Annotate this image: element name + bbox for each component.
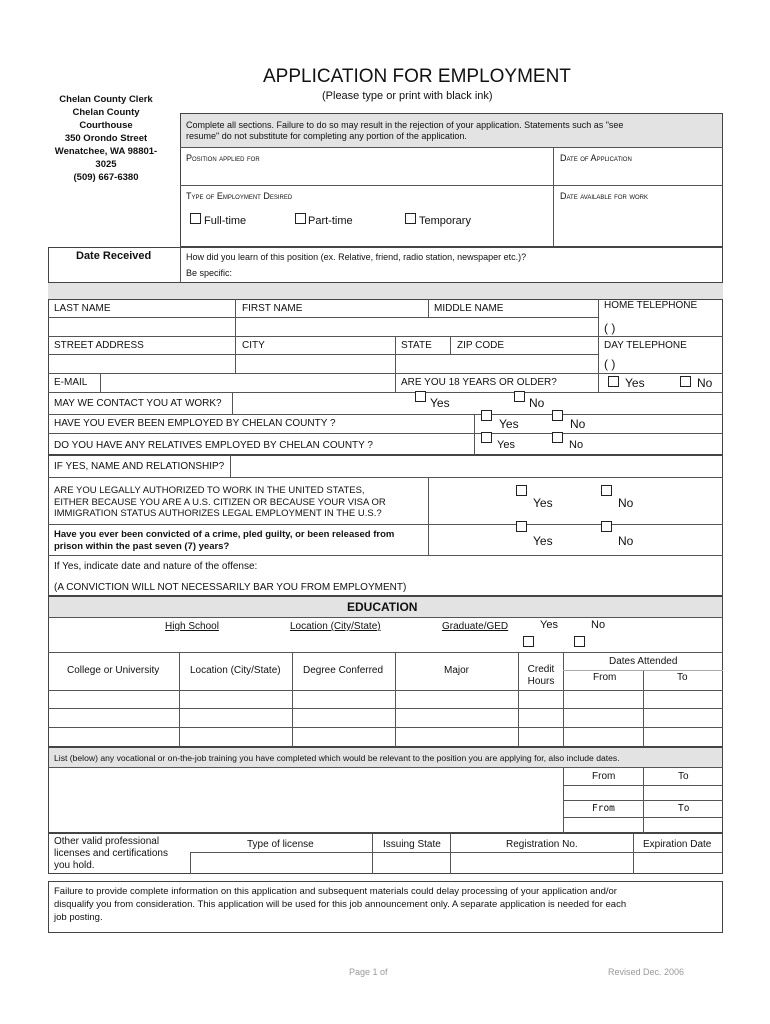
offense-field[interactable] — [260, 559, 715, 573]
education-row-1[interactable] — [50, 692, 721, 707]
licenses-line: you hold. — [54, 860, 95, 871]
first-name-label: FIRST NAME — [242, 303, 303, 314]
email-field[interactable] — [102, 375, 393, 391]
contact-work-no-checkbox[interactable] — [514, 391, 525, 402]
day-telephone-field[interactable]: ( ) — [604, 357, 616, 371]
contact-work-yes-label: Yes — [430, 396, 450, 410]
convicted-yes-checkbox[interactable] — [516, 521, 527, 532]
licenses-line: Other valid professional — [54, 836, 160, 847]
day-telephone-label: DAY TELEPHONE — [604, 340, 687, 351]
age-no-label: No — [697, 376, 713, 390]
instructions-text: resume" do not substitute for completing any portion of the application. — [186, 131, 467, 141]
degree-label: Degree Conferred — [303, 665, 384, 676]
authorized-no-label: No — [618, 496, 634, 510]
credit-line: Credit — [527, 664, 555, 675]
age-no-checkbox[interactable] — [680, 376, 691, 387]
fulltime-checkbox[interactable] — [190, 213, 201, 224]
revised-date: Revised Dec. 2006 — [608, 967, 685, 977]
license-type-label: Type of license — [247, 839, 314, 850]
relatives-label: DO YOU HAVE ANY RELATIVES EMPLOYED BY CHELAN COUNTY ? — [54, 440, 373, 451]
name-relationship-label: IF YES, NAME AND RELATIONSHIP? — [54, 461, 225, 472]
clerk-line: Chelan County — [72, 107, 140, 118]
date-of-application-field[interactable] — [558, 165, 718, 183]
ged-no-checkbox[interactable] — [574, 636, 585, 647]
state-label: STATE — [401, 340, 432, 351]
training-instructions: List (below) any vocational or on-the-job training you have completed which would be relevant to the position you are applying for, also include dates. — [54, 753, 620, 763]
position-applied-label: Position applied for — [186, 153, 260, 163]
authorized-yes-checkbox[interactable] — [516, 485, 527, 496]
licenses-label — [54, 836, 168, 872]
registration-no-label: Registration No. — [506, 839, 578, 850]
graduate-ged-label: Graduate/GED — [442, 621, 509, 632]
relatives-yes-label: Yes — [497, 439, 515, 451]
convicted-no-checkbox[interactable] — [601, 521, 612, 532]
training-to-label: To — [678, 771, 689, 782]
position-applied-field[interactable] — [186, 165, 546, 183]
notice-text — [54, 885, 626, 924]
authorized-yes-label: Yes — [533, 496, 553, 510]
clerk-address — [48, 93, 164, 184]
college-location-label: Location (City/State) — [190, 665, 281, 676]
age-yes-checkbox[interactable] — [608, 376, 619, 387]
major-label: Major — [444, 665, 470, 676]
edu-from-label: From — [593, 672, 617, 683]
employed-before-no-checkbox[interactable] — [552, 410, 563, 421]
ged-no-label: No — [591, 619, 606, 631]
how-learn-label: How did you learn of this position (ex. Relative, friend, radio station, newspaper etc.)? — [186, 252, 527, 262]
last-name-label: LAST NAME — [54, 303, 111, 314]
hs-location-label: Location (City/State) — [290, 621, 381, 632]
education-heading: EDUCATION — [347, 600, 418, 614]
employed-before-label: HAVE YOU EVER BEEN EMPLOYED BY CHELAN COUNTY ? — [54, 418, 336, 429]
college-label: College or University — [67, 665, 160, 676]
name-relationship-field[interactable] — [232, 457, 721, 475]
home-telephone-field[interactable]: ( ) — [604, 321, 616, 335]
licenses-line: licenses and certifications — [54, 848, 168, 859]
notice-line: disqualify you from consideration. This application will be used for this job announcement only. A separate application is needed for each — [54, 899, 627, 910]
convicted-question — [54, 529, 394, 552]
convicted-no-label: No — [618, 534, 634, 548]
page-number: Page 1 of — [349, 967, 388, 977]
ged-yes-label: Yes — [540, 619, 558, 631]
city-field[interactable] — [237, 356, 393, 372]
employed-before-yes-checkbox[interactable] — [481, 410, 492, 421]
education-row-3[interactable] — [50, 729, 721, 745]
relatives-yes-checkbox[interactable] — [481, 432, 492, 443]
temporary-checkbox[interactable] — [405, 213, 416, 224]
email-label: E-MAIL — [54, 377, 88, 388]
ged-yes-checkbox[interactable] — [523, 636, 534, 647]
credit-line: Hours — [527, 676, 555, 687]
temporary-label: Temporary — [419, 215, 471, 227]
age-yes-label: Yes — [625, 376, 645, 390]
convicted-line: prison within the past seven (7) years? — [54, 540, 230, 552]
issuing-state-label: Issuing State — [383, 839, 441, 850]
training-to-label-2: To — [678, 803, 690, 814]
authorized-no-checkbox[interactable] — [601, 485, 612, 496]
type-of-employment-label: Type of Employment Desired — [186, 191, 293, 201]
clerk-line: 3025 — [95, 159, 117, 170]
high-school-label: High School — [165, 621, 219, 632]
clerk-line: (509) 667-6380 — [73, 172, 139, 183]
authorized-line: IMMIGRATION STATUS AUTHORIZES LEGAL EMPLOYMENT IN THE U.S.? — [54, 508, 382, 519]
street-address-label: STREET ADDRESS — [54, 340, 144, 351]
clerk-line: 350 Orondo Street — [64, 133, 148, 144]
license-row[interactable] — [192, 854, 721, 872]
employed-before-no-label: No — [570, 417, 586, 431]
relatives-no-label: No — [569, 439, 584, 451]
authorized-line: ARE YOU LEGALLY AUTHORIZED TO WORK IN THE UNITED STATES, — [54, 485, 365, 496]
age-question-label: ARE YOU 18 YEARS OR OLDER? — [401, 377, 557, 388]
relatives-no-checkbox[interactable] — [552, 432, 563, 443]
clerk-line: Chelan County Clerk — [59, 94, 153, 105]
contact-work-label: MAY WE CONTACT YOU AT WORK? — [54, 398, 222, 409]
be-specific-label: Be specific: — [186, 268, 233, 278]
zip-code-label: ZIP CODE — [457, 340, 505, 351]
home-telephone-label: HOME TELEPHONE — [604, 300, 698, 311]
dates-attended-label: Dates Attended — [609, 656, 678, 667]
education-row-2[interactable] — [50, 710, 721, 725]
street-address-field[interactable] — [50, 356, 233, 372]
convicted-yes-label: Yes — [533, 534, 553, 548]
fulltime-label: Full-time — [204, 215, 247, 227]
convicted-line: Have you ever been convicted of a crime, pled guilty, or been released from — [54, 529, 395, 540]
training-field[interactable] — [50, 769, 561, 831]
last-name-field[interactable] — [50, 319, 233, 335]
conviction-note: (A CONVICTION WILL NOT NECESSARILY BAR YOU FROM EMPLOYMENT) — [54, 582, 407, 593]
form-subtitle: (Please type or print with black ink) — [322, 90, 493, 102]
authorized-question — [54, 485, 386, 520]
notice-line: Failure to provide complete information on this application and subsequent materials could delay processing of your application and/or — [54, 886, 617, 897]
training-from-label-2: From — [592, 803, 615, 814]
date-available-label: Date available for work — [560, 191, 649, 201]
credit-hours-label — [520, 664, 562, 688]
middle-name-label: MIDDLE NAME — [434, 303, 504, 314]
instructions-text: Complete all sections. Failure to do so may result in the rejection of your application. Statements such as "see — [186, 120, 624, 130]
employed-before-yes-label: Yes — [499, 417, 519, 431]
contact-work-yes-checkbox[interactable] — [415, 391, 426, 402]
expiration-date-label: Expiration Date — [643, 839, 712, 850]
edu-to-label: To — [677, 672, 688, 683]
parttime-checkbox[interactable] — [295, 213, 306, 224]
offense-label: If Yes, indicate date and nature of the offense: — [54, 561, 258, 572]
first-middle-name-field[interactable] — [237, 319, 596, 335]
authorized-line: EITHER BECAUSE YOU ARE A U.S. CITIZEN OR BECAUSE YOUR VISA OR — [54, 496, 386, 508]
clerk-line: Wenatchee, WA 98801- — [54, 146, 158, 157]
separator-bar — [48, 283, 723, 299]
form-title: APPLICATION FOR EMPLOYMENT — [263, 66, 571, 87]
city-label: CITY — [242, 340, 265, 351]
notice-line: job posting. — [54, 912, 103, 923]
clerk-line: Courthouse — [79, 120, 133, 131]
date-of-application-label: Date of Application — [560, 153, 632, 163]
training-from-label: From — [592, 771, 616, 782]
contact-work-no-label: No — [529, 396, 545, 410]
date-received-label: Date Received — [76, 250, 152, 262]
parttime-label: Part-time — [308, 215, 353, 227]
how-learn-field[interactable] — [240, 265, 710, 279]
